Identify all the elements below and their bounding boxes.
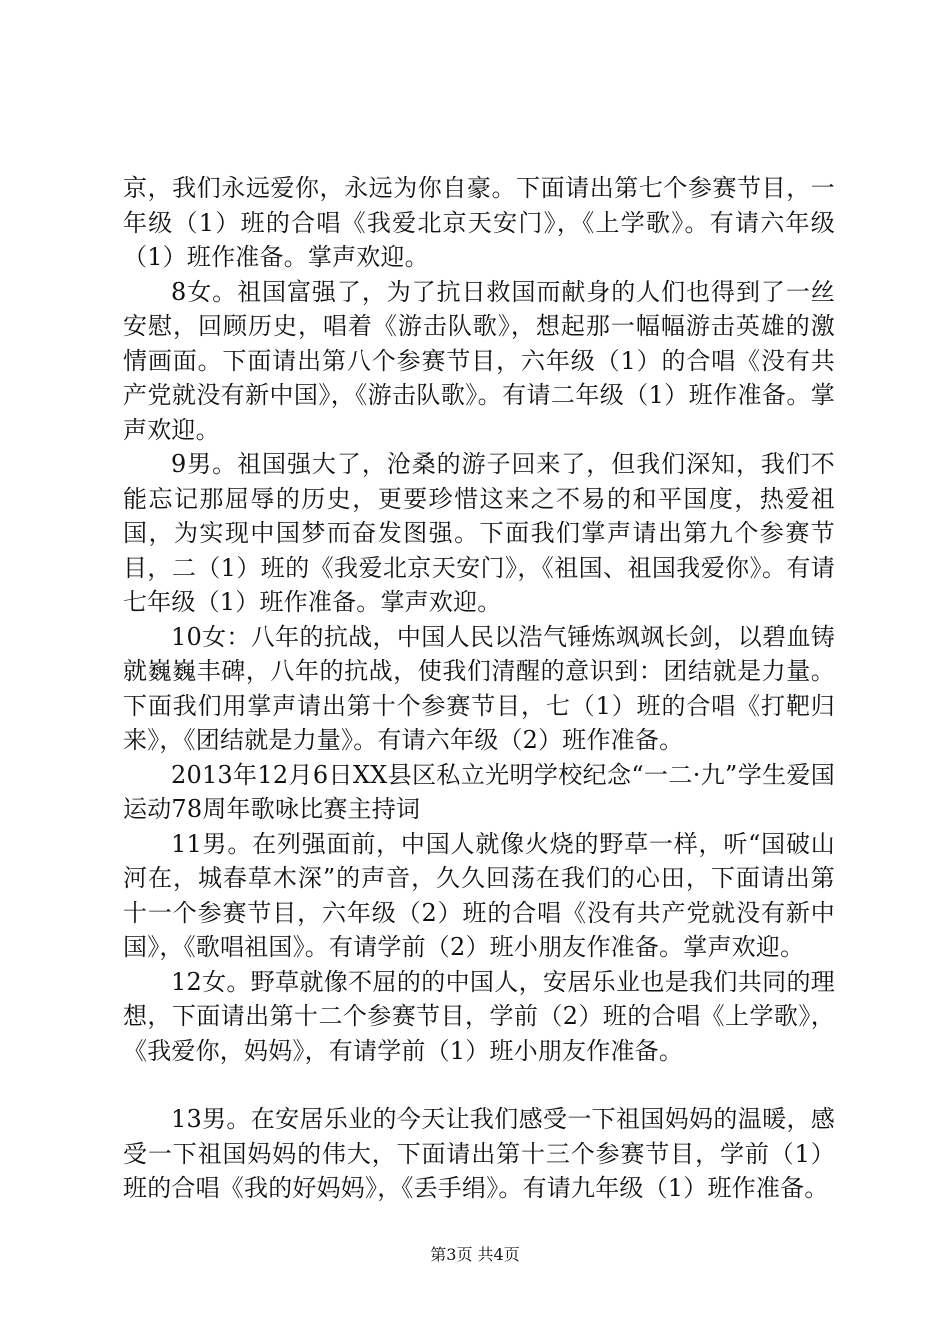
paragraph-title-line: 2013年12月6日XX县区私立光明学校纪念“一二·九”学生爱国运动78周年歌咏比赛主持词 xyxy=(123,760,835,823)
paragraph-host-10: 10女：八年的抗战，中国人民以浩气锤炼飒飒长剑，以碧血铸就巍巍丰碑，八年的抗战，使我们清醒的意识到：团结就是力量。下面我们用掌声请出第十个参赛节目，七（1）班的合唱《打靶归来》，《团结就是力量》。有请六年级（2）班作准备。 xyxy=(123,622,835,754)
paragraph-host-13: 13男。在安居乐业的今天让我们感受一下祖国妈妈的温暖，感受一下祖国妈妈的伟大，下面请出第十三个参赛节目，学前（1）班的合唱《我的好妈妈》，《丢手绢》。有请九年级（1）班作准备。 xyxy=(123,1105,835,1202)
paragraph-continuation: 京，我们永远爱你，永远为你自豪。下面请出第七个参赛节目，一年级（1）班的合唱《我爱北京天安门》，《上学歌》。有请六年级（1）班作准备。掌声欢迎。 xyxy=(123,174,835,271)
page-number-footer: 第3页 共4页 xyxy=(430,1245,520,1264)
document-body xyxy=(123,171,835,1206)
paragraph-host-12: 12女。野草就像不屈的的中国人，安居乐业也是我们共同的理想，下面请出第十二个参赛节目，学前（2）班的合唱《上学歌》，《我爱你，妈妈》，有请学前（1）班小朋友作准备。 xyxy=(123,967,835,1065)
paragraph-host-9: 9男。祖国强大了，沧桑的游子回来了，但我们深知，我们不能忘记那屈辱的历史，更要珍惜这来之不易的和平国度，热爱祖国，为实现中国梦而奋发图强。下面我们掌声请出第九个参赛节目，二（1）班的《我爱北京天安门》，《祖国、祖国我爱你》。有请七年级（1）班作准备。掌声欢迎。 xyxy=(123,450,835,616)
paragraph-host-11: 11男。在列强面前，中国人就像火烧的野草一样，听“国破山河在，城春草木深”的声音，久久回荡在我们的心田，下面请出第十一个参赛节目，六年级（2）班的合唱《没有共产党就没有新中国》，《歌唱祖国》。有请学前（2）班小朋友作准备。掌声欢迎。 xyxy=(123,829,835,961)
paragraph-host-8: 8女。祖国富强了，为了抗日救国而献身的人们也得到了一丝安慰，回顾历史，唱着《游击队歌》，想起那一幅幅游击英雄的激情画面。下面请出第八个参赛节目，六年级（1）的合唱《没有共产党就没有新中国》，《游击队歌》。有请二年级（1）班作准备。掌声欢迎。 xyxy=(123,277,835,444)
